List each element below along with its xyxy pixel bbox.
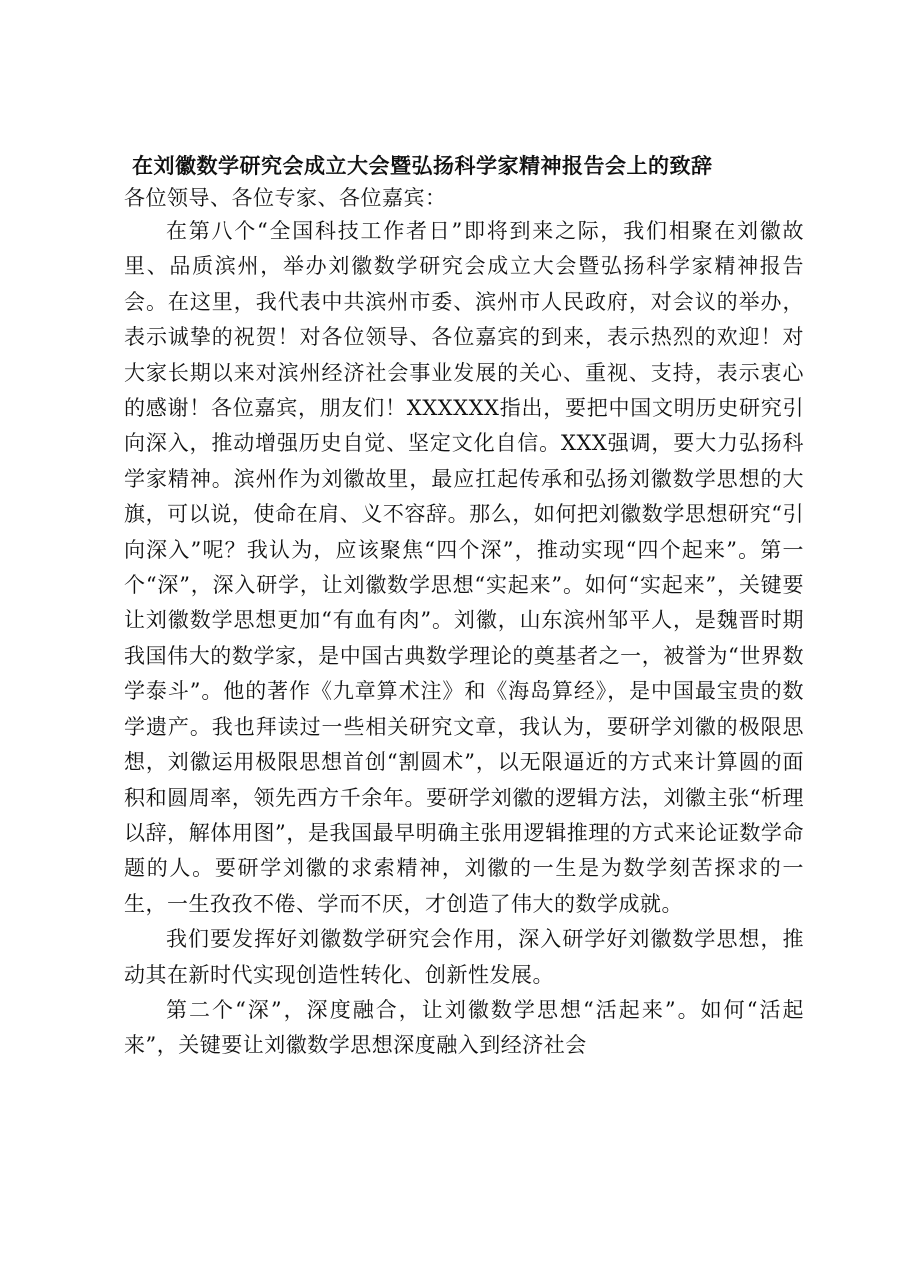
document-title: 在刘徽数学研究会成立大会暨弘扬科学家精神报告会上的致辞: [132, 153, 713, 178]
paragraph-1: 在第八个“全国科技工作者日”即将到来之际，我们相聚在刘徽故里、品质滨州，举办刘徽数学研究会成立大会暨弘扬科学家精神报告会。在这里，我代表中共滨州市委、滨州市人民政府，对会议的举办，表示诚挚的祝贺！对各位领导、各位嘉宾的到来，表示热烈的欢迎！对大家长期以来对滨州经济社会事业发展的关心、重视、支持，表示衷心的感谢！各位嘉宾，朋友们！XXXXXX指出，要把中国文明历史研究引向深入，推动增强历史自觉、坚定文化自信。XXX强调，要大力弘扬科学家精神。滨州作为刘徽故里，最应扛起传承和弘扬刘徽数学思想的大旗，可以说，使命在肩、义不容辞。那么，如何把刘徽数学思想研究“引向深入”呢？我认为，应该聚焦“四个深”，推动实现“四个起来”。第一个“深”，深入研学，让刘徽数学思想“实起来”。如何“实起来”，关键要让刘徽数学思想更加“有血有肉”。刘徽，山东滨州邹平人，是魏晋时期我国伟大的数学家，是中国古典数学理论的奠基者之一，被誉为“世界数学泰斗”。他的著作《九章算术注》和《海岛算经》，是中国最宝贵的数学遗产。我也拜读过一些相关研究文章，我认为，要研学刘徽的极限思想，刘徽运用极限思想首创“割圆术”，以无限逼近的方式来计算圆的面积和圆周率，领先西方千余年。要研学刘徽的逻辑方法，刘徽主张“析理以辞，解体用图”，是我国最早明确主张用逻辑推理的方式来论证数学命题的人。要研学刘徽的求索精神，刘徽的一生是为数学刻苦探求的一生，一生孜孜不倦、学而不厌，才创造了伟大的数学成就。: [124, 219, 804, 916]
paragraph-2: 我们要发挥好刘徽数学研究会作用，深入研学好刘徽数学思想，推动其在新时代实现创造性转化、创新性发展。: [124, 927, 804, 987]
salutation: 各位领导、各位专家、各位嘉宾：: [124, 186, 447, 210]
paragraph-3: 第二个“深”，深度融合，让刘徽数学思想“活起来”。如何“活起来”，关键要让刘徽数学思想深度融入到经济社会: [124, 997, 804, 1058]
document-body: [124, 150, 804, 1064]
